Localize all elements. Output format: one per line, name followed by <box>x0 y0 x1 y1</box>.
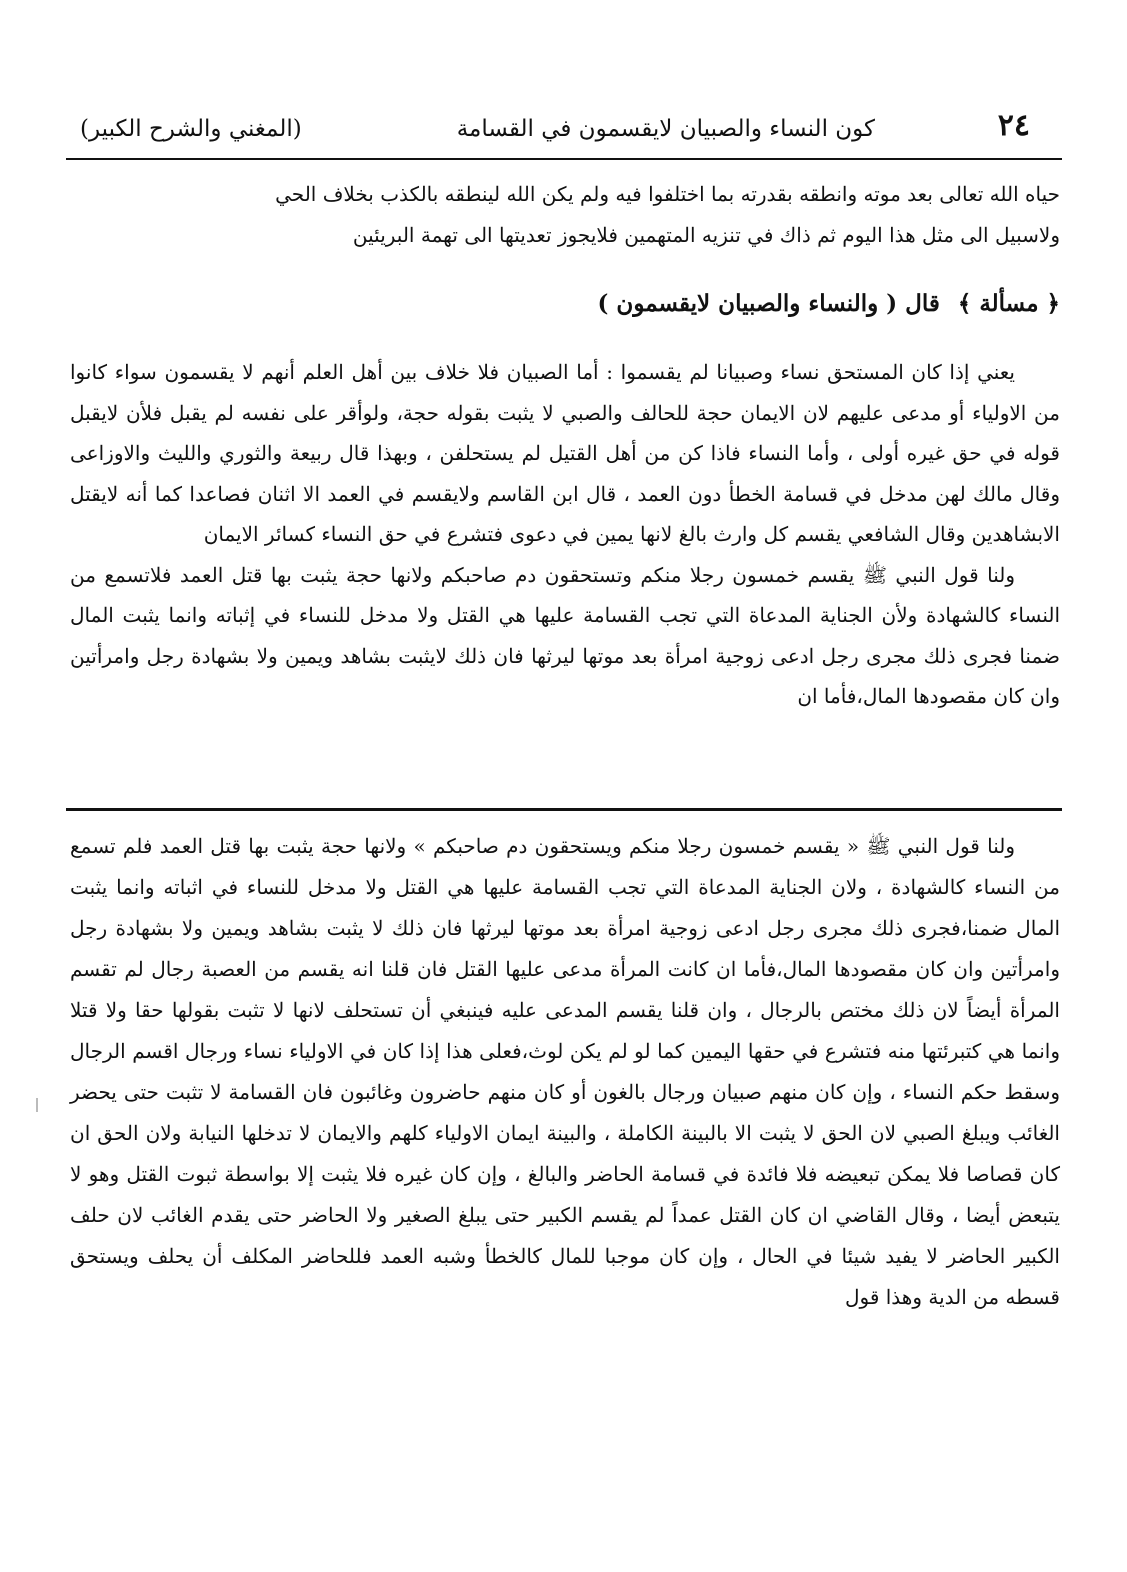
running-title: كون النساء والصبيان لايقسمون في القسامة <box>456 116 875 142</box>
continued-text <box>70 174 1060 255</box>
paragraph: ولنا قول النبي ﷺ « يقسم خمسون رجلا منكم ويستحقون دم صاحبكم » ولانها حجة يثبت بها قتل العمد فلم تسمع من النساء كالشهادة ، ولان الجناية المدعاة التي تجب القسامة عليها هي القتل ولا مدخل للنساء في اثباته وانما يثبت المال ضمنا،فجرى ذلك مجرى رجل ادعى زوجية امرأة بعد موتها ليرثها فان ذلك لا يثبت بشاهد ويمين ولا بشهادة رجل وامرأتين وان كان مقصودها المال،فأما ان كانت المرأة مدعى عليها القتل فان قلنا انه يقسم من العصبة رجال لم تقسم المرأة أيضاً لان ذلك مختص بالرجال ، وان قلنا يقسم المدعى عليه فينبغي أن تستحلف لانها لا تثبت بقولها حقا ولا قتلا وانما هي كتبرئتها منه فتشرع في حقها اليمين كما لو لم يكن لوث،فعلى هذا إذا كان في الاولياء نساء ورجال اقسم الرجال وسقط حكم النساء ، وإن كان منهم صبيان ورجال بالغون أو كان منهم حاضرون وغائبون فان القسامة لا تثبت حتى يحضر الغائب ويبلغ الصبي لان الحق لا يثبت الا بالبينة الكاملة ، والبينة ايمان الاولياء كلهم والايمان لا تدخلها النيابة ولان الحق ان كان قصاصا فلا يمكن تبعيضه فلا فائدة في قسامة الحاضر والبالغ ، وإن كان غيره فلا يثبت إلا بواسطة ثبوت القتل وهو لا يتبعض أيضا ، وقال القاضي ان كان القتل عمداً لم يقسم الكبير حتى يبلغ الصغير ولا الحاضر حتى يقدم الغائب لان حلف الكبير الحاضر لا يفيد شيئا في الحال ، وإن كان موجبا للمال كالخطأ وشبه العمد فللحاضر المكلف أن يحلف ويستحق قسطه من الدية وهذا قول <box>70 834 1060 1309</box>
section-divider <box>66 808 1062 811</box>
book-title: (المغني والشرح الكبير) <box>80 116 302 142</box>
paragraph: ولنا قول النبي ﷺ يقسم خمسون رجلا منكم وتستحقون دم صاحبكم ولانها حجة يثبت بها قتل العمد فلاتسمع من النساء كالشهادة ولأن الجناية المدعاة التي تجب القسامة عليها هي القتل ولا مدخل للنساء في إثباته وانما يثبت المال ضمنا فجرى ذلك مجرى رجل ادعى زوجية امرأة بعد موتها ليرثها فان ذلك لايثبت بشاهد ويمين ولا بشهادة رجل وامرأتين وان كان مقصودها المال،فأما ان <box>70 562 1061 708</box>
main-text <box>70 352 1060 717</box>
paragraph: يعني إذا كان المستحق نساء وصبيانا لم يقسموا : أما الصبيان فلا خلاف بين أهل العلم أنهم لا يقسمون سواء كانوا من الاولياء أو مدعى عليهم لان الايمان حجة للحالف والصبي لا يثبت بقوله حجة، ولوأقر على نفسه لم يقبل فلأن لايقبل قوله في حق غيره أولى ، وأما النساء فاذا كن من أهل القتيل لم يستحلفن ، وبهذا قال ربيعة والثوري والليث والاوزاعى وقال مالك لهن مدخل في قسامة الخطأ دون العمد ، قال ابن القاسم ولايقسم في العمد الا اثنان فصاعدا كما أنه لايقتل الابشاهدين وقال الشافعي يقسم كل وارث بالغ لانها يمين في دعوى فتشرع في حق النساء كسائر الايمان <box>70 360 1060 546</box>
commentary-text <box>70 826 1060 1318</box>
text-line: ولاسبيل الى مثل هذا اليوم ثم ذاك في تنزيه المتهمين فلايجوز تعديتها الى تهمة البريئين <box>352 222 1060 247</box>
issue-label: ﴿ مسألة ﴾ <box>957 290 1060 317</box>
header-divider <box>66 158 1062 160</box>
page-number: ٢٤ <box>997 108 1030 143</box>
issue-heading <box>70 290 1060 317</box>
page-header <box>70 104 1060 156</box>
text-line: حياه الله تعالى بعد موته وانطقه بقدرته بما اختلفوا فيه ولم يكن الله لينطقه بالكذب بخلاف الحي <box>275 182 1060 206</box>
margin-mark <box>36 1098 38 1112</box>
issue-text: قال ( والنساء والصبيان لايقسمون ) <box>597 290 940 317</box>
